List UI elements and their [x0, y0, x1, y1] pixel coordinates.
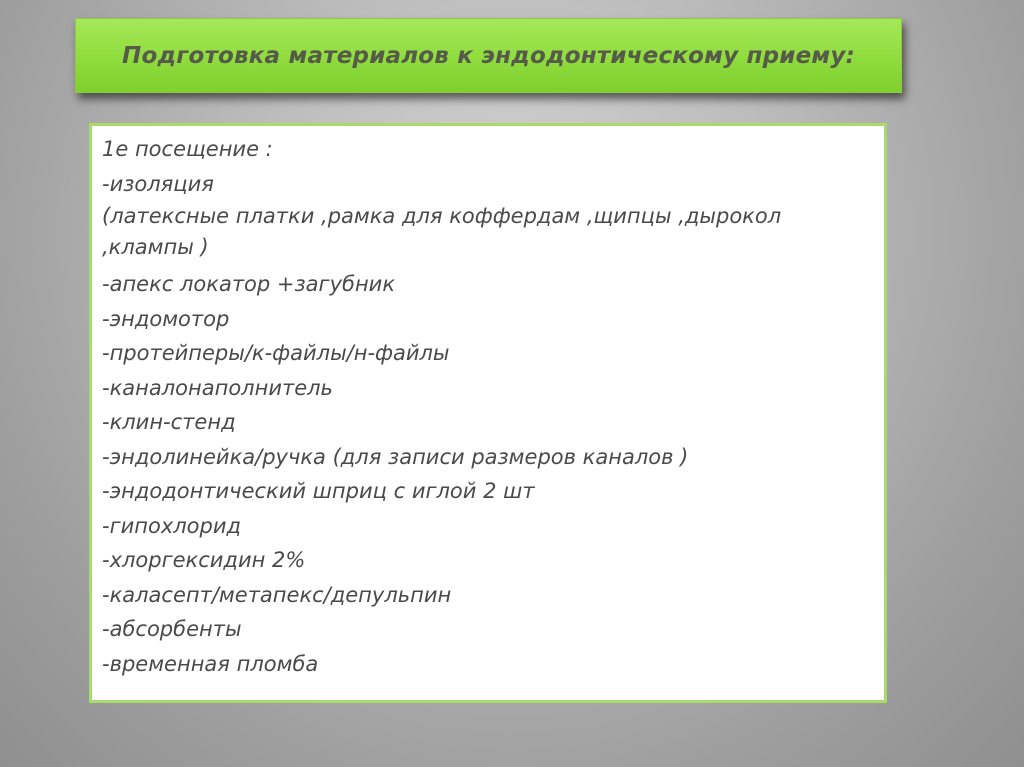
list-line-files: -протейперы/к-файлы/н-файлы [102, 341, 450, 365]
title-box [75, 18, 902, 93]
list-line-chlorhexidine: -хлоргексидин 2% [102, 548, 306, 572]
list-line-hypochlorite: -гипохлорид [102, 513, 242, 538]
list-line-isolation-details: (латексные платки ,рамка для коффердам ,щипцы ,дырокол ,клампы ) [102, 204, 782, 259]
list-line-clean-stand: -клин-стенд [102, 410, 236, 434]
list-line-endoruler: -эндолинейка/ручка (для записи размеров каналов ) [102, 444, 689, 469]
list-line-visit: 1е посещение : [102, 137, 273, 161]
list-line-isolation: -изоляция [102, 171, 214, 196]
content-box [89, 123, 887, 703]
list-line-endomotor: -эндомотор [102, 306, 230, 331]
list-line-syringe: -эндодонтический шприц с иглой 2 шт [102, 479, 535, 503]
list-line-calasept: -каласепт/метапекс/депульпин [102, 582, 452, 607]
list-line-apex-locator: -апекс локатор +загубник [102, 272, 396, 296]
list-line-absorbents: -абсорбенты [102, 617, 242, 641]
list-line-temporary-filling: -временная пломба [102, 651, 319, 676]
slide-title: Подготовка материалов к эндодонтическому приему: [122, 42, 855, 69]
list-line-canal-filler: -каналонаполнитель [102, 375, 333, 400]
